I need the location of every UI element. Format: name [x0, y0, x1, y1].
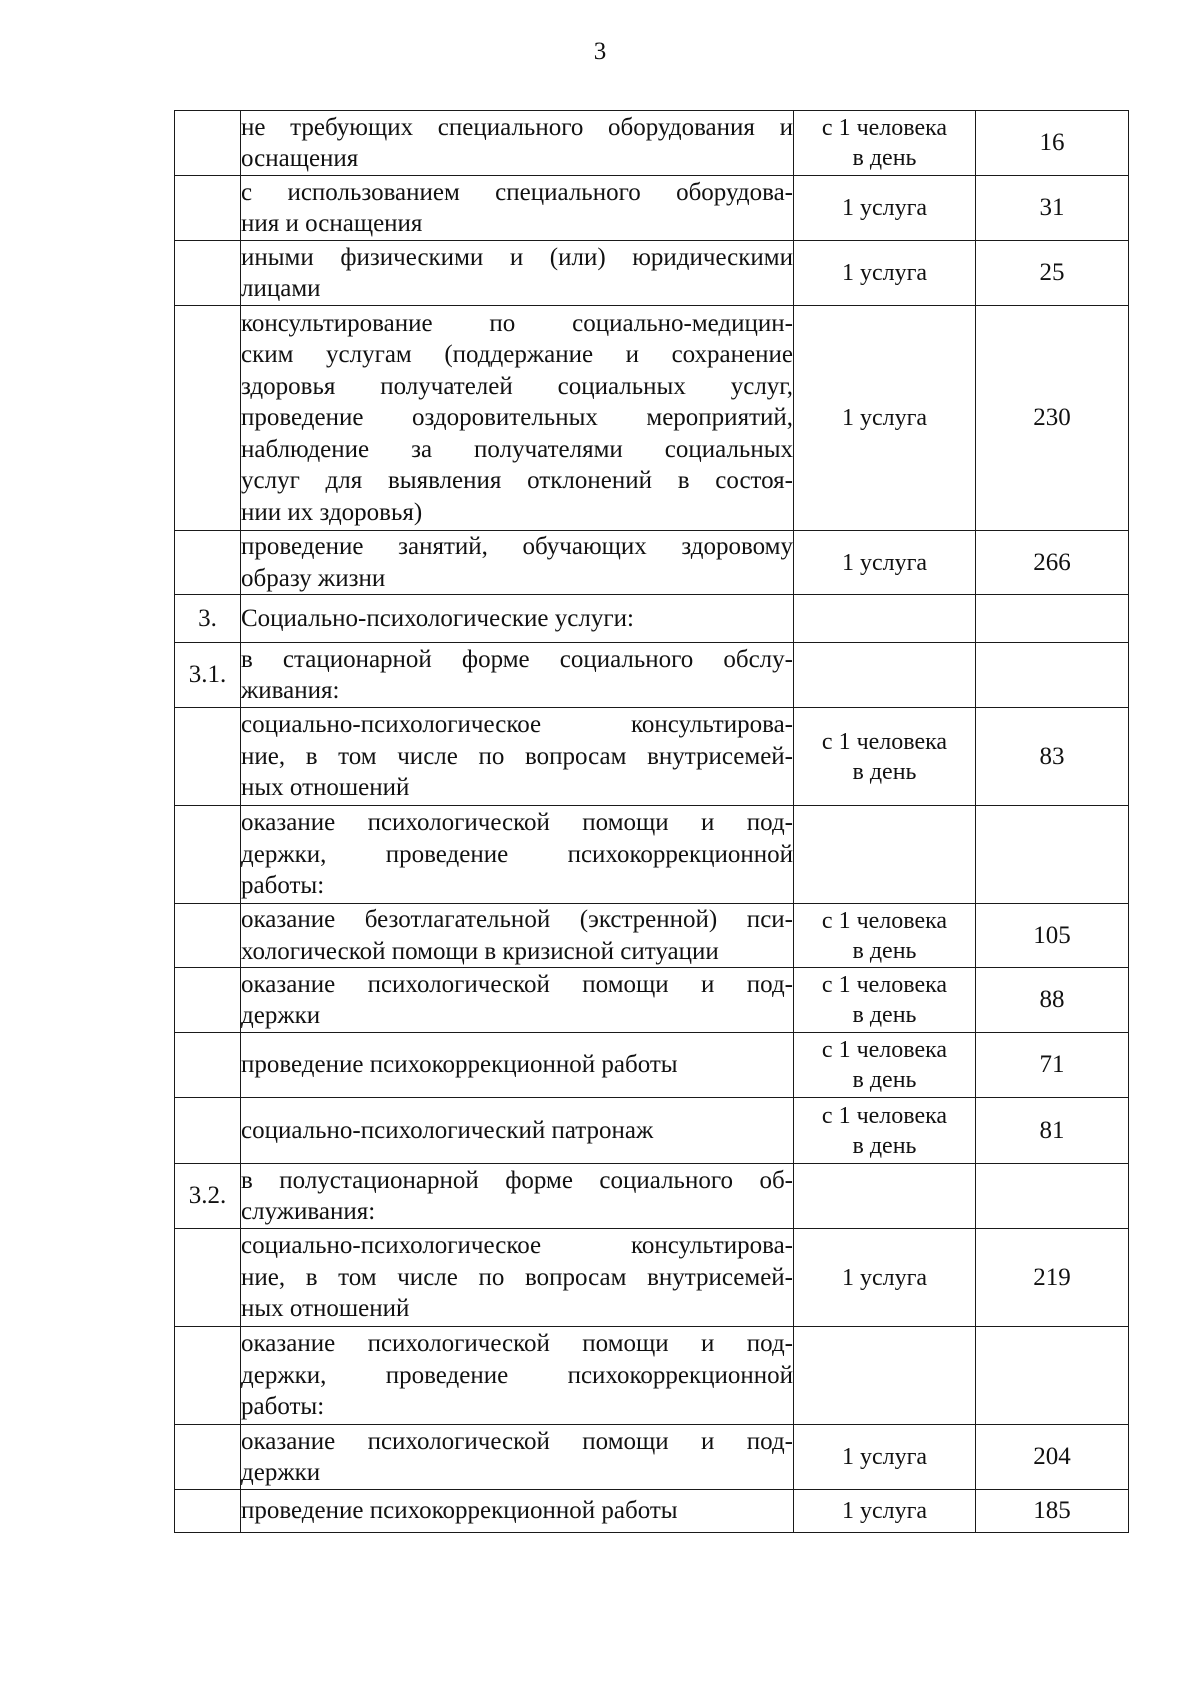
table-row	[175, 968, 1129, 1033]
service-name-cell	[241, 306, 794, 531]
price-cell: 71	[976, 1033, 1129, 1098]
service-name-line: здоровья получателей социальных услуг,	[241, 372, 793, 400]
service-name-line: иными физическими и (или) юридическими	[241, 243, 793, 271]
price-cell	[976, 806, 1129, 904]
table-row	[175, 1033, 1129, 1098]
unit-cell	[794, 1098, 976, 1164]
service-name-cell	[241, 241, 794, 306]
table-row	[175, 111, 1129, 176]
service-name-line: ных отношений	[241, 774, 410, 802]
service-name-line: живания:	[241, 677, 340, 704]
price-cell: 185	[976, 1490, 1129, 1533]
price-cell: 25	[976, 241, 1129, 306]
price-cell: 83	[976, 708, 1129, 806]
price-cell	[976, 595, 1129, 643]
price-cell: 266	[976, 531, 1129, 595]
service-name-line: не требующих специального оборудования и	[241, 113, 793, 141]
service-name-line: оказание психологической помощи и под-	[241, 970, 793, 998]
unit-cell	[794, 1229, 976, 1327]
unit-line: в день	[852, 1002, 917, 1028]
unit-cell	[794, 708, 976, 806]
service-name-cell	[241, 176, 794, 241]
service-name-cell	[241, 1490, 794, 1533]
service-name-cell	[241, 1098, 794, 1164]
unit-line: в день	[852, 145, 917, 171]
tariff-table-body	[175, 111, 1129, 1533]
unit-cell	[794, 904, 976, 968]
unit-line: 1 услуга	[841, 1444, 928, 1470]
row-number-cell: 3.	[175, 595, 241, 643]
table-row	[175, 806, 1129, 904]
service-name-cell	[241, 1327, 794, 1425]
row-number-cell	[175, 904, 241, 968]
unit-line: в день	[852, 1067, 917, 1093]
service-name-cell	[241, 1164, 794, 1229]
service-name-cell	[241, 904, 794, 968]
unit-cell	[794, 1327, 976, 1425]
price-cell: 88	[976, 968, 1129, 1033]
service-name-line: Социально-психологические услуги:	[241, 604, 634, 632]
table-row	[175, 708, 1129, 806]
unit-line: с 1 человека	[821, 1102, 948, 1129]
service-name-cell	[241, 1425, 794, 1490]
price-cell	[976, 1327, 1129, 1425]
service-name-line: проведение психокоррекционной работы	[241, 1051, 678, 1079]
service-name-line: оснащения	[241, 145, 359, 172]
table-row	[175, 1164, 1129, 1229]
unit-cell	[794, 176, 976, 241]
service-name-line: проведение оздоровительных мероприятий,	[241, 404, 793, 432]
service-name-line: оказание безотлагательной (экстренной) пси-	[241, 906, 793, 933]
service-name-line: лицами	[241, 275, 321, 302]
service-name-cell	[241, 968, 794, 1033]
row-number-cell	[175, 176, 241, 241]
service-name-line: ским услугам (поддержание и сохранение	[241, 341, 793, 369]
service-name-cell	[241, 531, 794, 595]
price-cell: 81	[976, 1098, 1129, 1164]
price-cell: 105	[976, 904, 1129, 968]
service-name-line: держки	[241, 1002, 321, 1029]
service-name-line: держки, проведение психокоррекционной	[241, 840, 793, 868]
price-cell	[976, 643, 1129, 708]
unit-line: с 1 человека	[821, 907, 948, 934]
service-name-line: проведение психокоррекционной работы	[241, 1497, 678, 1525]
unit-cell	[794, 968, 976, 1033]
service-name-line: образу жизни	[241, 564, 386, 592]
price-cell: 31	[976, 176, 1129, 241]
unit-cell	[794, 643, 976, 708]
unit-line: 1 услуга	[841, 260, 928, 286]
row-number-cell	[175, 111, 241, 176]
row-number-cell	[175, 1490, 241, 1533]
service-name-cell	[241, 595, 794, 643]
unit-cell	[794, 1425, 976, 1490]
page-number: 3	[593, 38, 607, 65]
service-name-line: ния и оснащения	[241, 210, 423, 237]
table-row	[175, 904, 1129, 968]
tariff-table	[174, 110, 1129, 1533]
row-number-cell	[175, 968, 241, 1033]
service-name-line: с использованием специального оборудова-	[241, 178, 793, 206]
table-row	[175, 595, 1129, 643]
price-cell: 16	[976, 111, 1129, 176]
unit-line: в день	[852, 937, 917, 964]
service-name-line: ных отношений	[241, 1295, 410, 1323]
price-cell: 219	[976, 1229, 1129, 1327]
table-row	[175, 1098, 1129, 1164]
row-number-cell	[175, 306, 241, 531]
service-name-line: в стационарной форме социального обслу-	[241, 645, 793, 673]
unit-cell	[794, 1490, 976, 1533]
service-name-line: оказание психологической помощи и под-	[241, 1330, 793, 1358]
table-row	[175, 241, 1129, 306]
service-name-cell	[241, 643, 794, 708]
row-number-cell: 3.2.	[175, 1164, 241, 1229]
service-name-line: оказание психологической помощи и под-	[241, 1427, 793, 1455]
unit-cell	[794, 1164, 976, 1229]
table-row	[175, 176, 1129, 241]
unit-line: в день	[852, 1132, 917, 1159]
service-name-line: услуг для выявления отклонений в состоя-	[241, 467, 793, 495]
price-cell: 230	[976, 306, 1129, 531]
service-name-line: ние, в том числе по вопросам внутрисемей-	[241, 742, 793, 770]
row-number-cell	[175, 1033, 241, 1098]
service-name-line: держки	[241, 1459, 321, 1486]
unit-line: в день	[852, 758, 917, 785]
table-row	[175, 1229, 1129, 1327]
service-name-line: работы:	[241, 872, 325, 900]
service-name-line: наблюдение за получателями социальных	[241, 435, 793, 463]
price-cell: 204	[976, 1425, 1129, 1490]
unit-cell	[794, 306, 976, 531]
table-row	[175, 306, 1129, 531]
service-name-line: ние, в том числе по вопросам внутрисемей-	[241, 1263, 793, 1291]
service-name-line: консультирование по социально-медицин-	[241, 309, 793, 337]
price-cell	[976, 1164, 1129, 1229]
row-number-cell	[175, 806, 241, 904]
unit-cell	[794, 241, 976, 306]
unit-cell	[794, 531, 976, 595]
row-number-cell	[175, 1425, 241, 1490]
service-name-line: держки, проведение психокоррекционной	[241, 1361, 793, 1389]
unit-line: с 1 человека	[821, 972, 948, 998]
service-name-cell	[241, 1033, 794, 1098]
table-row	[175, 531, 1129, 595]
unit-cell	[794, 595, 976, 643]
table-row	[175, 1327, 1129, 1425]
row-number-cell	[175, 241, 241, 306]
table-row	[175, 1425, 1129, 1490]
table-row	[175, 643, 1129, 708]
table-row	[175, 1490, 1129, 1533]
unit-cell	[794, 111, 976, 176]
unit-line: 1 услуга	[841, 549, 928, 576]
service-name-line: социально-психологическое консультирова-	[241, 711, 793, 739]
service-name-line: служивания:	[241, 1198, 376, 1225]
row-number-cell	[175, 1327, 241, 1425]
service-name-line: социально-психологический патронаж	[241, 1116, 654, 1144]
unit-line: с 1 человека	[821, 115, 948, 141]
service-name-cell	[241, 708, 794, 806]
unit-line: 1 услуга	[841, 1498, 928, 1524]
row-number-cell	[175, 708, 241, 806]
service-name-line: проведение занятий, обучающих здоровому	[241, 533, 793, 560]
row-number-cell	[175, 1229, 241, 1327]
unit-line: 1 услуга	[841, 195, 928, 221]
service-name-line: в полустационарной форме социального об-	[241, 1166, 793, 1194]
service-name-line: социально-психологическое консультирова-	[241, 1232, 793, 1260]
unit-line: с 1 человека	[821, 728, 948, 755]
row-number-cell	[175, 1098, 241, 1164]
unit-line: 1 услуга	[841, 1264, 928, 1291]
service-name-line: оказание психологической помощи и под-	[241, 809, 793, 837]
unit-cell	[794, 1033, 976, 1098]
service-name-line: хологической помощи в кризисной ситуации	[241, 937, 719, 965]
service-name-cell	[241, 111, 794, 176]
service-name-cell	[241, 806, 794, 904]
unit-line: с 1 человека	[821, 1037, 948, 1063]
unit-line: 1 услуга	[841, 405, 928, 431]
service-name-line: нии их здоровья)	[241, 498, 423, 526]
service-name-cell	[241, 1229, 794, 1327]
row-number-cell: 3.1.	[175, 643, 241, 708]
service-name-line: работы:	[241, 1393, 325, 1421]
row-number-cell	[175, 531, 241, 595]
unit-cell	[794, 806, 976, 904]
